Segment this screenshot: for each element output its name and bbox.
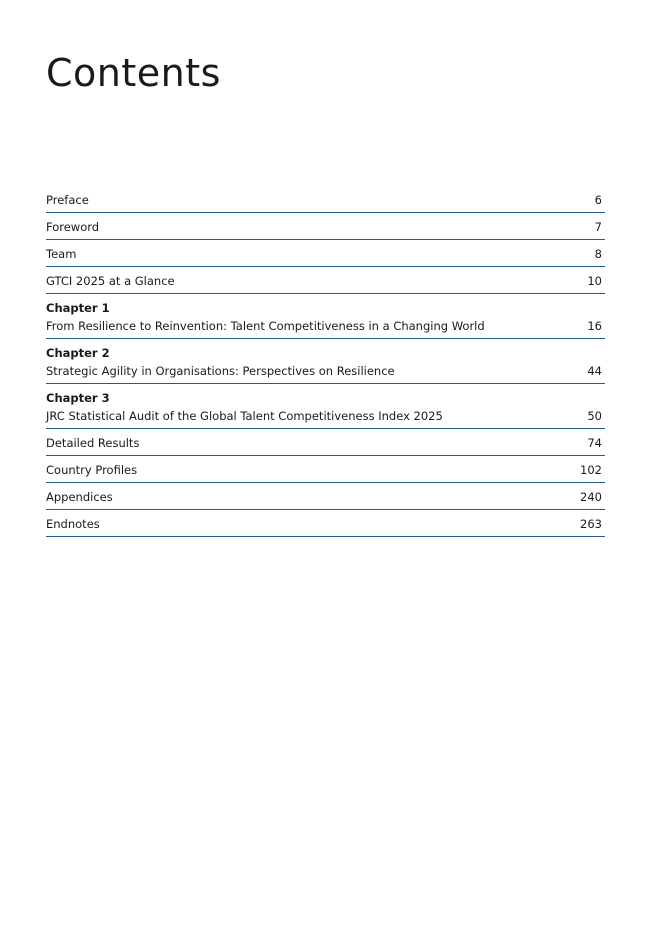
toc-entry-title: Strategic Agility in Organisations: Perspectives on Resilience [46, 364, 395, 378]
toc-entry-page: 102 [580, 463, 602, 477]
toc-entry-page: 44 [587, 364, 602, 378]
toc-entry-page: 74 [587, 436, 602, 450]
toc-entry-appendices[interactable] [46, 483, 605, 510]
toc-entry-chapter-3[interactable] [46, 384, 605, 429]
toc-entry-team[interactable] [46, 240, 605, 267]
page-title: Contents [46, 51, 221, 95]
toc-entry-title: Team [46, 247, 77, 261]
toc-entry-page: 16 [587, 319, 602, 333]
toc-entry-title: Country Profiles [46, 463, 138, 477]
toc-entry-page: 240 [580, 490, 602, 504]
toc-entry-title: JRC Statistical Audit of the Global Talent Competitiveness Index 2025 [46, 409, 443, 423]
toc-entry-page: 263 [580, 517, 602, 531]
toc-chapter-label: Chapter 3 [46, 391, 110, 405]
toc-entry-country-profiles[interactable] [46, 456, 605, 483]
toc-entry-page: 7 [594, 220, 602, 234]
toc-entry-title: GTCI 2025 at a Glance [46, 274, 175, 288]
toc-entry-page: 50 [587, 409, 602, 423]
toc-entry-detailed-results[interactable] [46, 429, 605, 456]
toc-entry-preface[interactable] [46, 186, 605, 213]
table-of-contents [46, 186, 605, 537]
toc-chapter-label: Chapter 2 [46, 346, 110, 360]
toc-entry-endnotes[interactable] [46, 510, 605, 537]
toc-entry-foreword[interactable] [46, 213, 605, 240]
toc-entry-title: Detailed Results [46, 436, 140, 450]
toc-entry-title: Appendices [46, 490, 113, 504]
toc-entry-page: 6 [594, 193, 602, 207]
toc-chapter-label: Chapter 1 [46, 301, 110, 315]
toc-entry-title: From Resilience to Reinvention: Talent Competitiveness in a Changing World [46, 319, 485, 333]
toc-entry-chapter-2[interactable] [46, 339, 605, 384]
toc-entry-title: Foreword [46, 220, 100, 234]
toc-entry-title: Endnotes [46, 517, 100, 531]
toc-entry-title: Preface [46, 193, 89, 207]
toc-entry-page: 8 [594, 247, 602, 261]
toc-entry-at-a-glance[interactable] [46, 267, 605, 294]
toc-entry-chapter-1[interactable] [46, 294, 605, 339]
toc-entry-page: 10 [587, 274, 602, 288]
